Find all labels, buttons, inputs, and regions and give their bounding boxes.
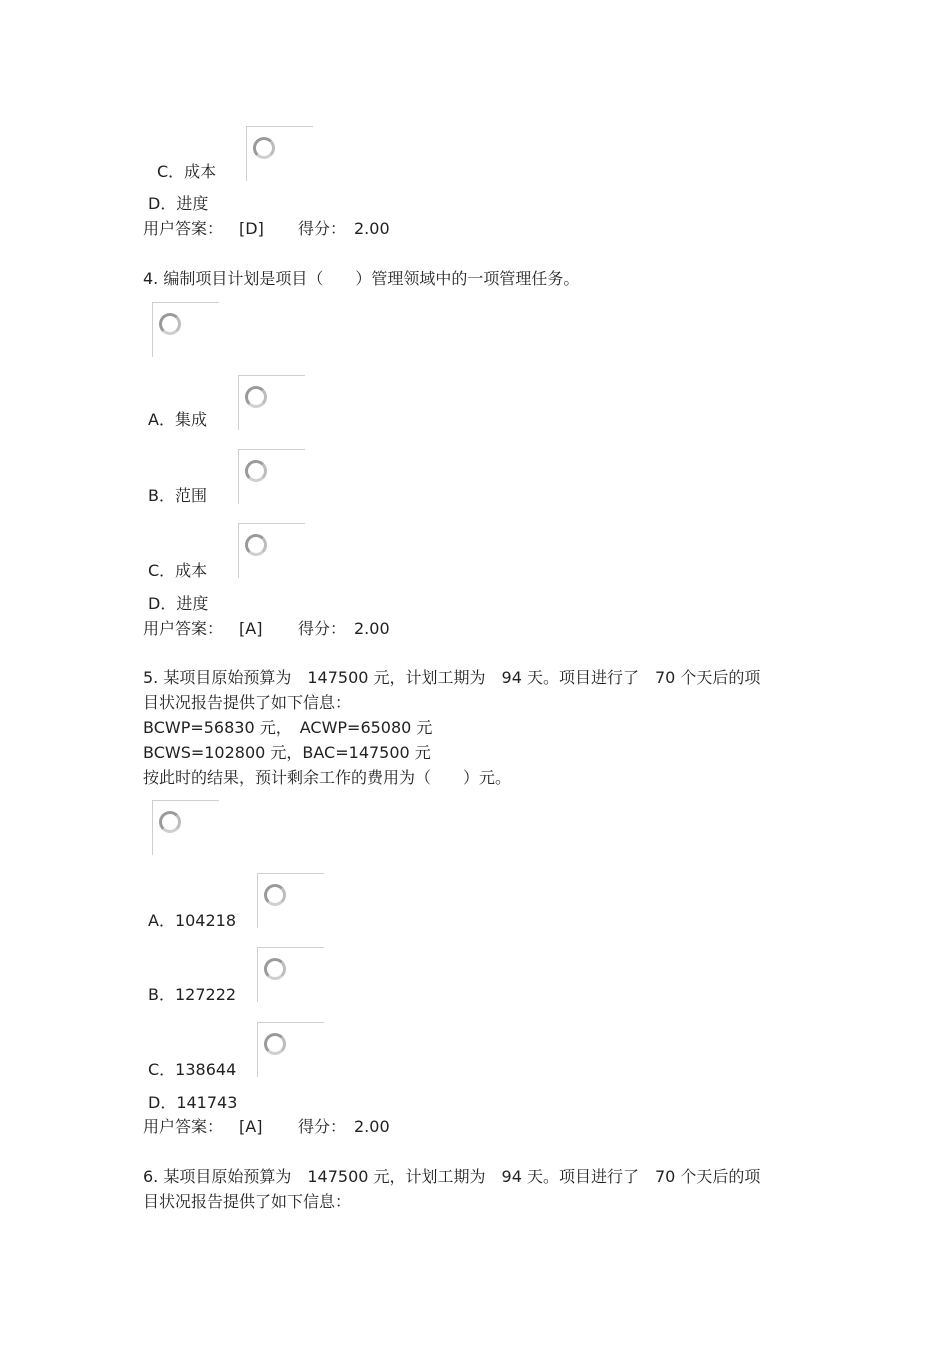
q4-option-a: A．集成 xyxy=(148,410,207,429)
q6-question-line2: 目状况报告提供了如下信息： xyxy=(143,1192,352,1211)
radio-circle-icon xyxy=(264,884,286,906)
q5-option-a: A．104218 xyxy=(148,911,237,930)
q5-answer-value: [A] xyxy=(239,1117,263,1136)
q5-option-c-radio[interactable] xyxy=(257,1022,324,1077)
q3-score-label: 得分： xyxy=(298,219,347,238)
q4-option-d: D．进度 xyxy=(148,594,209,613)
q5-question-line1: 5. 某项目原始预算为 147500 元，计划工期为 94 天。项目进行了 70 个天后的项 xyxy=(143,668,761,687)
q3-answer-value: [D] xyxy=(239,219,264,238)
radio-circle-icon xyxy=(264,1033,286,1055)
q4-option-c-radio[interactable] xyxy=(238,523,305,578)
q3-option-c-radio[interactable] xyxy=(246,126,313,181)
q4-question-image xyxy=(152,302,219,357)
q4-score-label: 得分： xyxy=(298,619,347,638)
q3-option-c: C．成本 xyxy=(157,162,217,181)
q5-score-value: 2.00 xyxy=(354,1117,390,1136)
q4-score-value: 2.00 xyxy=(354,619,390,638)
radio-circle-icon xyxy=(253,137,275,159)
q5-option-c: C．138644 xyxy=(148,1060,237,1079)
q5-option-a-radio[interactable] xyxy=(257,873,324,928)
q5-info-line1: BCWP=56830 元， ACWP=65080 元 xyxy=(143,718,433,737)
q4-option-c: C．成本 xyxy=(148,561,208,580)
radio-circle-icon xyxy=(264,958,286,980)
radio-circle-icon xyxy=(159,313,181,335)
q6-question-line1: 6. 某项目原始预算为 147500 元，计划工期为 94 天。项目进行了 70 个天后的项 xyxy=(143,1167,761,1186)
q4-question-text: 4. 编制项目计划是项目（ ）管理领域中的一项管理任务。 xyxy=(143,269,580,288)
radio-circle-icon xyxy=(245,534,267,556)
radio-circle-icon xyxy=(159,811,181,833)
q5-question-image xyxy=(152,800,219,855)
q3-option-d: D．进度 xyxy=(148,194,209,213)
q4-answer-label: 用户答案： xyxy=(143,619,224,638)
q5-option-b: B．127222 xyxy=(148,985,237,1004)
q3-score-value: 2.00 xyxy=(354,219,390,238)
q5-option-d: D．141743 xyxy=(148,1093,238,1112)
q5-option-b-radio[interactable] xyxy=(257,947,324,1002)
q5-info-line2: BCWS=102800 元，BAC=147500 元 xyxy=(143,743,431,762)
radio-circle-icon xyxy=(245,460,267,482)
q5-question-line2: 目状况报告提供了如下信息： xyxy=(143,693,352,712)
q4-answer-value: [A] xyxy=(239,619,263,638)
q5-score-label: 得分： xyxy=(298,1117,347,1136)
q4-option-b-radio[interactable] xyxy=(238,449,305,504)
q4-option-a-radio[interactable] xyxy=(238,375,305,430)
q3-answer-label: 用户答案： xyxy=(143,219,224,238)
radio-circle-icon xyxy=(245,386,267,408)
q5-question-line3: 按此时的结果，预计剩余工作的费用为（ ）元。 xyxy=(143,768,512,787)
q4-option-b: B．范围 xyxy=(148,486,207,505)
q5-answer-label: 用户答案： xyxy=(143,1117,224,1136)
